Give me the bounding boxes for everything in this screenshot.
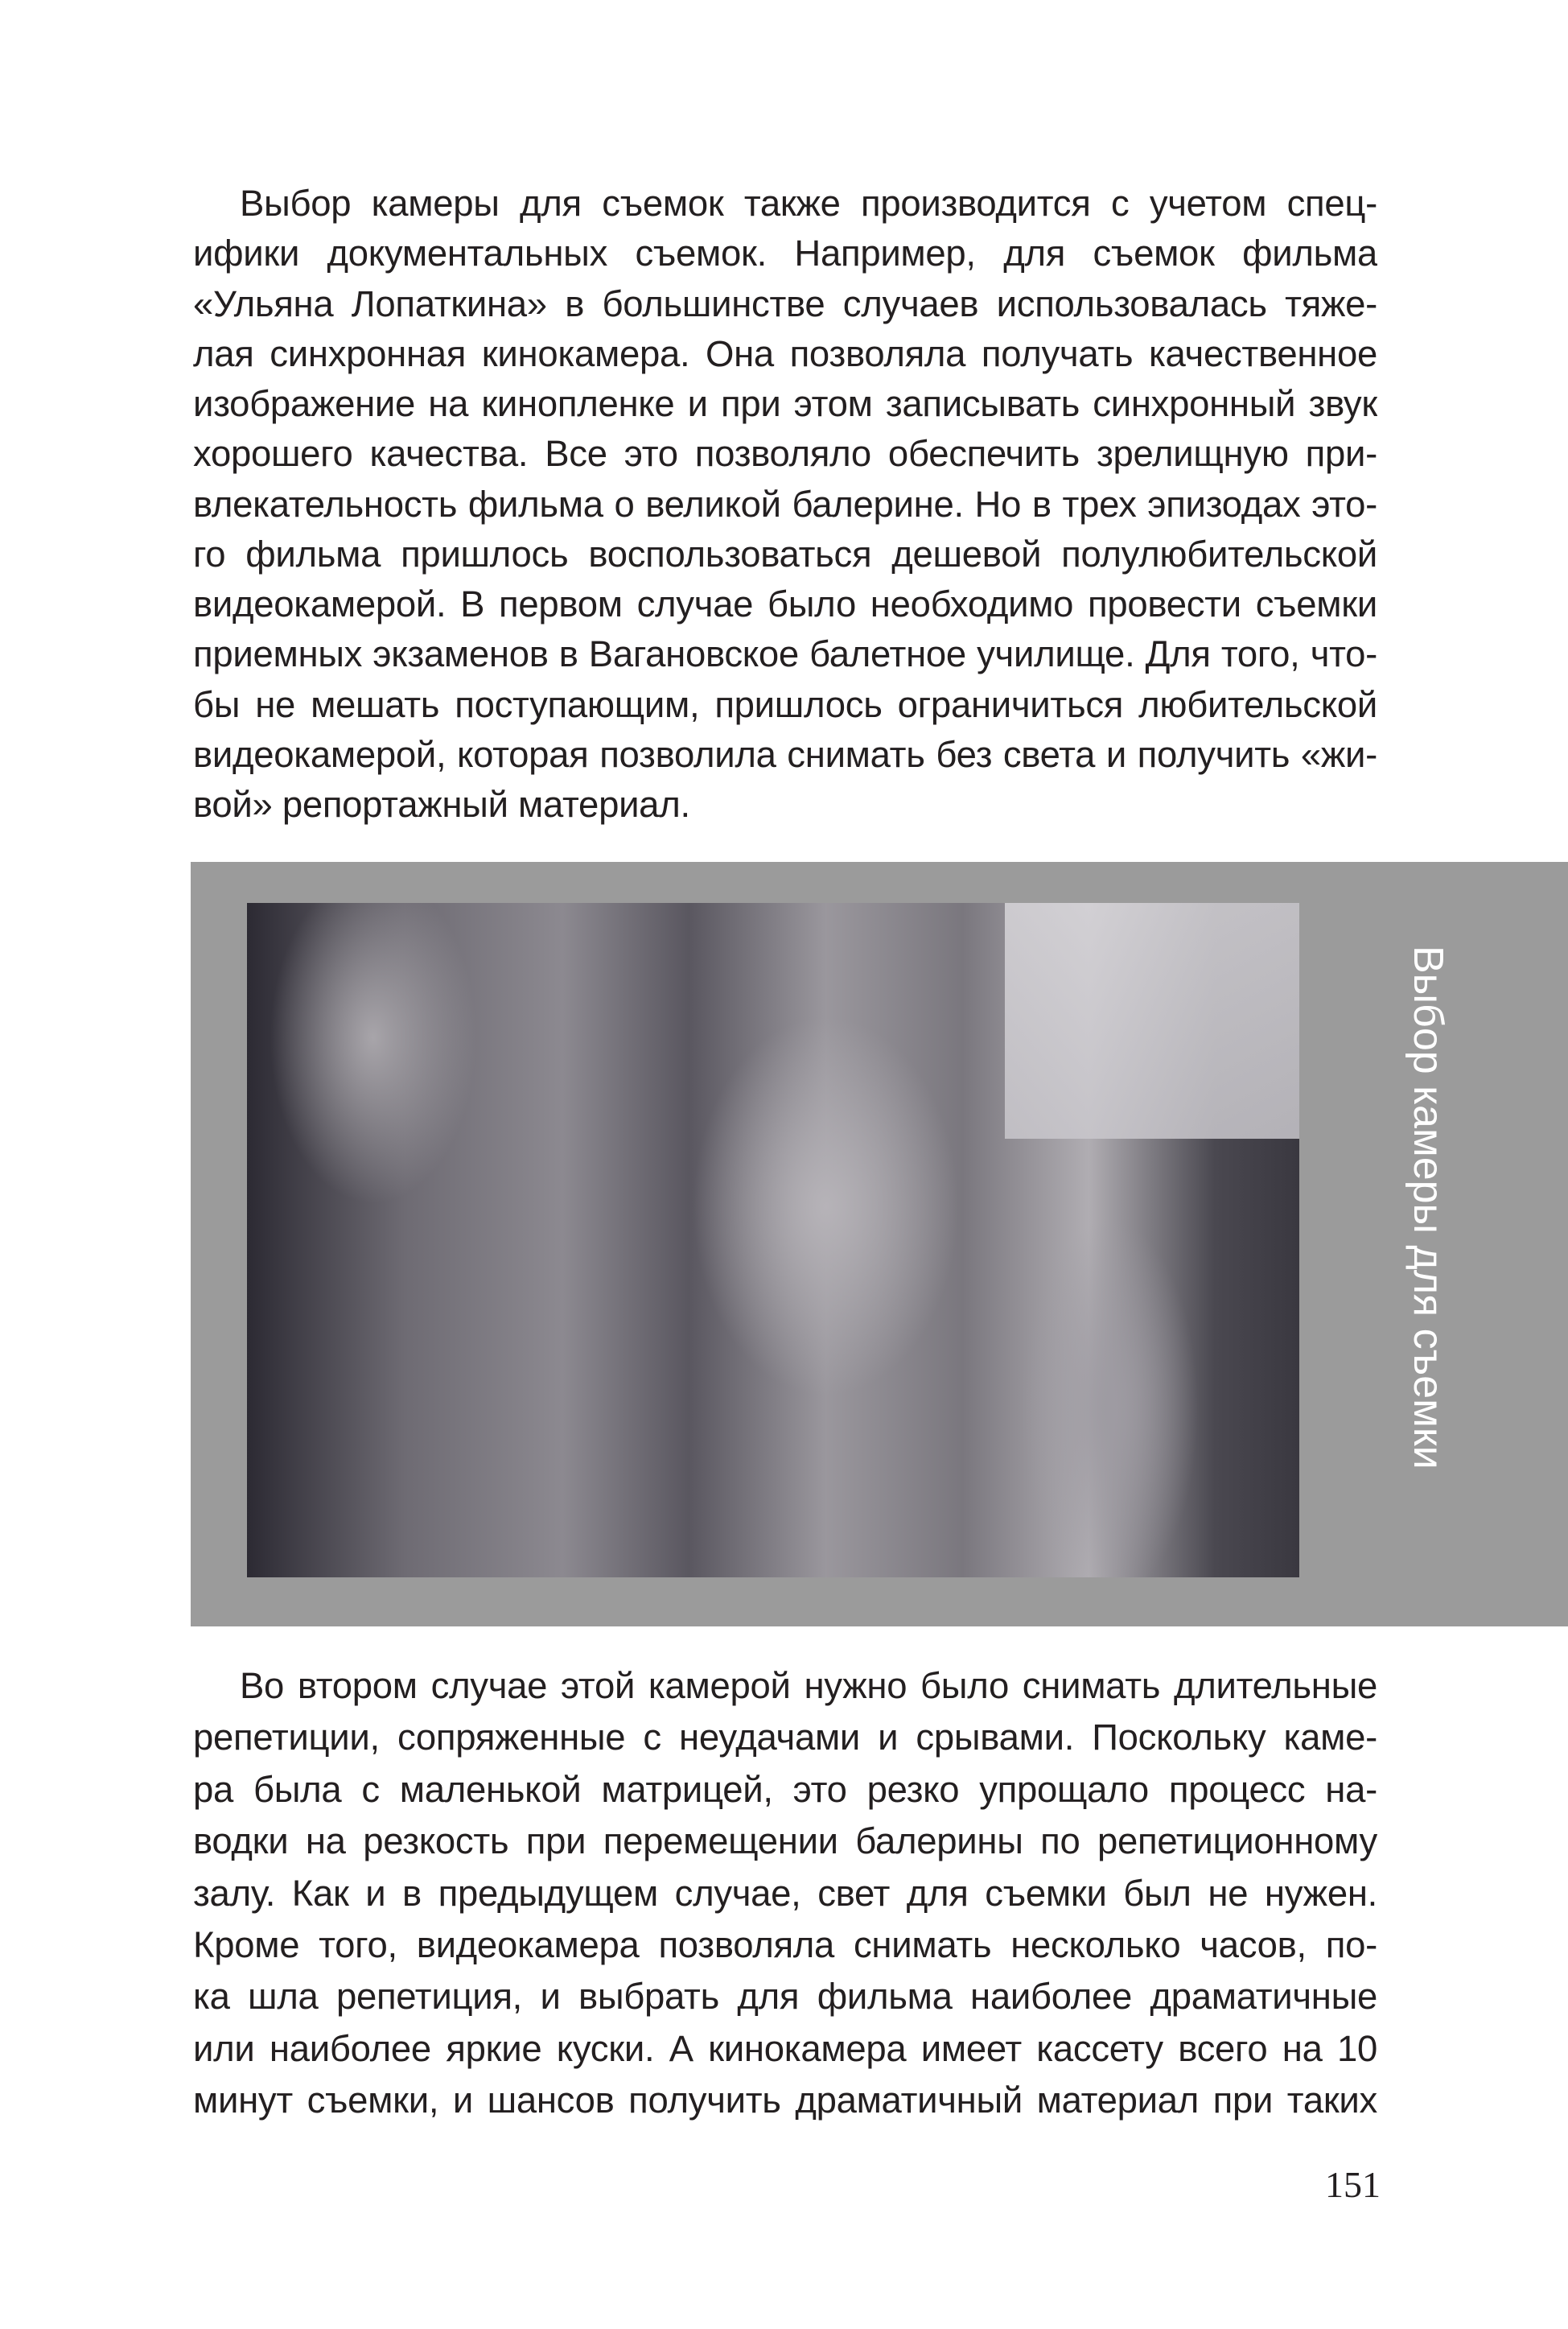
line-text: или наиболее яркие куски. А кинокамера имеет кассету всего на 10​ xyxy=(193,2027,1377,2069)
paragraph-2 xyxy=(193,1660,1377,2127)
text-line xyxy=(193,2075,1377,2126)
line-text: видеокамерой, которая позволила снимать без света и получить «жи-​ xyxy=(193,733,1377,775)
text-line xyxy=(193,1816,1377,1867)
line-text: хорошего качества. Все это позволяло обеспечить зрелищную при-​ xyxy=(193,433,1377,475)
line-text: изображение на кинопленке и при этом записывать синхронный звук​ xyxy=(193,383,1377,424)
text-line xyxy=(193,1712,1377,1763)
line-text: залу. Как и в предыдущем случае, свет для съемки был не нужен.​ xyxy=(193,1872,1377,1914)
line-text: ра была с маленькой матрицей, это резко упрощало процесс на-​ xyxy=(193,1768,1377,1810)
line-text: Во втором случае этой камерой нужно было снимать длительные​ xyxy=(240,1665,1377,1706)
line-text: лая синхронная кинокамера. Она позволяла получать качественное​ xyxy=(193,332,1377,374)
text-line xyxy=(193,730,1377,780)
line-text: репетиции, сопряженные с неудачами и срывами. Поскольку каме-​ xyxy=(193,1717,1377,1758)
text-line xyxy=(193,2023,1377,2075)
line-text: ка шла репетиция, и выбрать для фильма наиболее драматичные​ xyxy=(193,1976,1377,2018)
line-text: приемных экзаменов в Вагановское балетное училище. Для того, что-​ xyxy=(193,633,1377,675)
photo-window-highlight xyxy=(1005,903,1299,1139)
text-line xyxy=(193,1660,1377,1712)
line-text: Кроме того, видеокамера позволяла снимать несколько часов, по-​ xyxy=(193,1923,1377,1965)
line-text: влекательность фильма о великой балерине. Но в трех эпизодах это-​ xyxy=(193,483,1377,525)
text-line: вой» репортажный материал. xyxy=(193,784,690,825)
line-text: го фильма пришлось воспользоваться дешевой полулюбительской​ xyxy=(193,533,1377,575)
text-line xyxy=(193,329,1377,379)
text-line xyxy=(193,1919,1377,1971)
line-text: ифики документальных съемок. Например, для съемок фильма​ xyxy=(193,233,1377,274)
photo-ballet-students xyxy=(247,903,1299,1577)
chapter-side-title: Выбор камеры для съемки xyxy=(1405,946,1451,1470)
line-text: видеокамерой. В первом случае было необходимо провести съемки​ xyxy=(193,583,1377,625)
text-line xyxy=(193,379,1377,429)
text-line xyxy=(193,579,1377,629)
text-line xyxy=(193,629,1377,679)
line-text: водки на резкость при перемещении балерины по репетиционному​ xyxy=(193,1820,1377,1862)
line-text: «Ульяна Лопаткина» в большинстве случаев использовалась тяже-​ xyxy=(193,282,1377,324)
text-line xyxy=(193,1971,1377,2022)
text-line xyxy=(193,1764,1377,1816)
text-line xyxy=(193,279,1377,329)
text-line xyxy=(193,229,1377,278)
line-text: минут съемки, и шансов получить драматичный материал при таких​ xyxy=(193,2080,1377,2121)
line-text: Выбор камеры для съемок также производится с учетом спец-​ xyxy=(240,183,1377,224)
text-line xyxy=(193,480,1377,530)
line-text: бы не мешать поступающим, пришлось ограничиться любительской​ xyxy=(193,683,1377,725)
text-line xyxy=(193,429,1377,479)
paragraph-1 xyxy=(193,179,1377,830)
text-line xyxy=(193,1868,1377,1919)
page-number: 151 xyxy=(1325,2164,1381,2205)
text-line xyxy=(193,530,1377,579)
text-line xyxy=(193,179,1377,229)
text-line xyxy=(193,680,1377,730)
